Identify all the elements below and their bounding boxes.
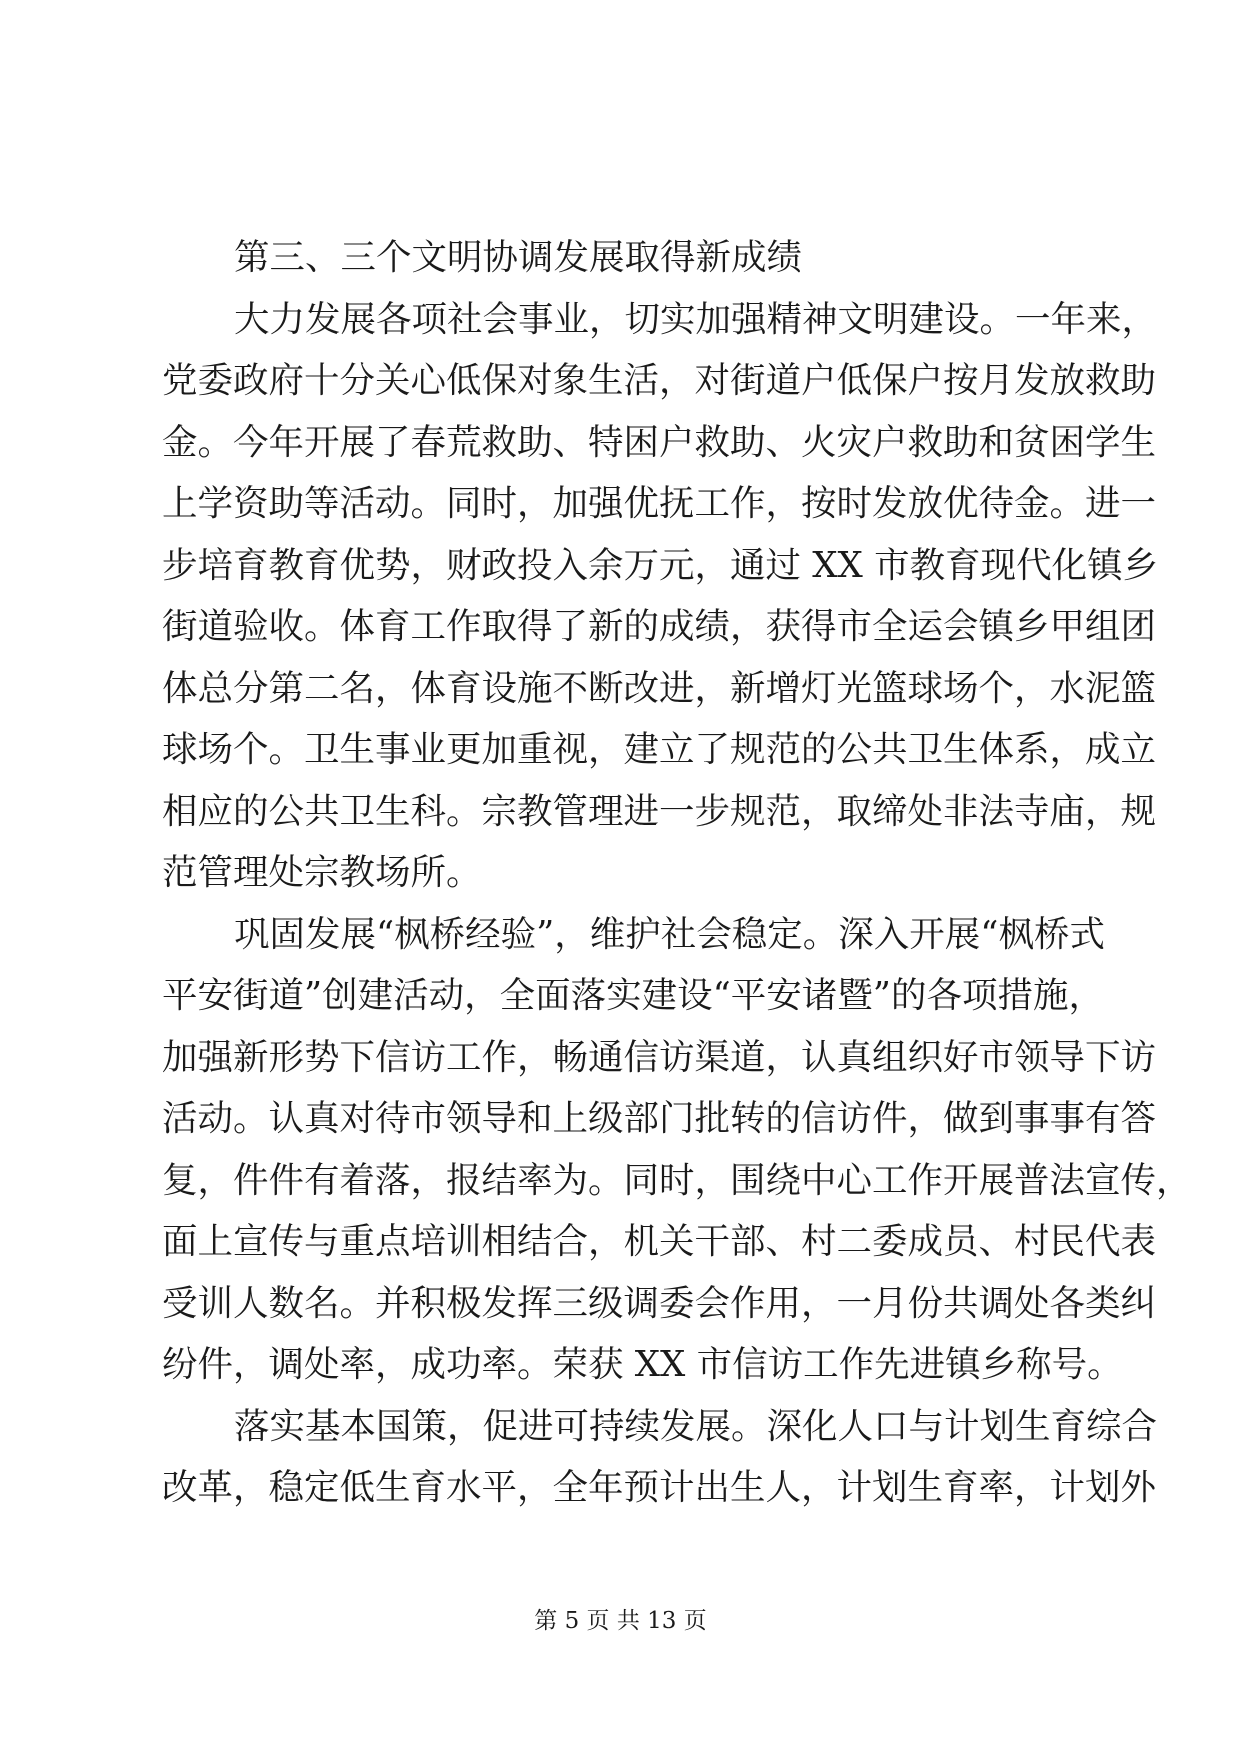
- paragraph-3: [162, 1396, 1158, 1519]
- paragraph-line: 体总分第二名，体育设施不断改进，新增灯光篮球场个，水泥篮: [162, 667, 1157, 709]
- page-number-footer: 第 5 页 共 13 页: [534, 1608, 707, 1634]
- section-heading: 第三、三个文明协调发展取得新成绩: [234, 237, 803, 278]
- paragraph-line: 纷件，调处率，成功率。荣获 XX 市信访工作先进镇乡称号。: [162, 1344, 1123, 1385]
- paragraph-line: 巩固发展“枫桥经验”，维护社会稳定。深入开展“枫桥式: [234, 913, 1105, 955]
- paragraph-line: 党委政府十分关心低保对象生活，对街道户低保户按月发放救助: [162, 360, 1157, 401]
- paragraph-line: 范管理处宗教场所。: [162, 852, 482, 893]
- paragraph-line: 改革，稳定低生育水平，全年预计出生人，计划生育率，计划外: [162, 1467, 1157, 1508]
- paragraph-line: 活动。认真对待市领导和上级部门批转的信访件，做到事事有答: [162, 1098, 1157, 1139]
- paragraph-line: 步培育教育优势，财政投入余万元，通过 XX 市教育现代化镇乡: [162, 544, 1159, 586]
- paragraph-line: 球场个。卫生事业更加重视，建立了规范的公共卫生体系，成立: [162, 729, 1157, 770]
- paragraph-1: [162, 289, 1159, 904]
- paragraph-line: 相应的公共卫生科。宗教管理进一步规范，取缔处非法寺庙，规: [162, 790, 1157, 832]
- paragraph-line: 金。今年开展了春荒救助、特困户救助、火灾户救助和贫困学生: [162, 421, 1157, 463]
- paragraph-2: [162, 904, 1192, 1396]
- paragraph-line: 大力发展各项社会事业，切实加强精神文明建设。一年来，: [234, 298, 1158, 340]
- paragraph-line: 复，件件有着落，报结率为。同时，围绕中心工作开展普法宣传，: [162, 1159, 1192, 1201]
- paragraph-line: 加强新形势下信访工作，畅通信访渠道，认真组织好市领导下访: [162, 1036, 1157, 1078]
- paragraph-line: 平安街道”创建活动，全面落实建设“平安诸暨”的各项措施，: [162, 975, 1104, 1016]
- paragraph-line: 上学资助等活动。同时，加强优抚工作，按时发放优待金。进一: [162, 483, 1157, 524]
- paragraph-line: 面上宣传与重点培训相结合，机关干部、村二委成员、村民代表: [162, 1221, 1157, 1262]
- paragraph-line: 落实基本国策，促进可持续发展。深化人口与计划生育综合: [234, 1405, 1158, 1447]
- paragraph-line: 街道验收。体育工作取得了新的成绩，获得市全运会镇乡甲组团: [162, 606, 1157, 647]
- paragraph-line: 受训人数名。并积极发挥三级调委会作用，一月份共调处各类纠: [162, 1282, 1157, 1324]
- document-body: [162, 227, 1192, 1519]
